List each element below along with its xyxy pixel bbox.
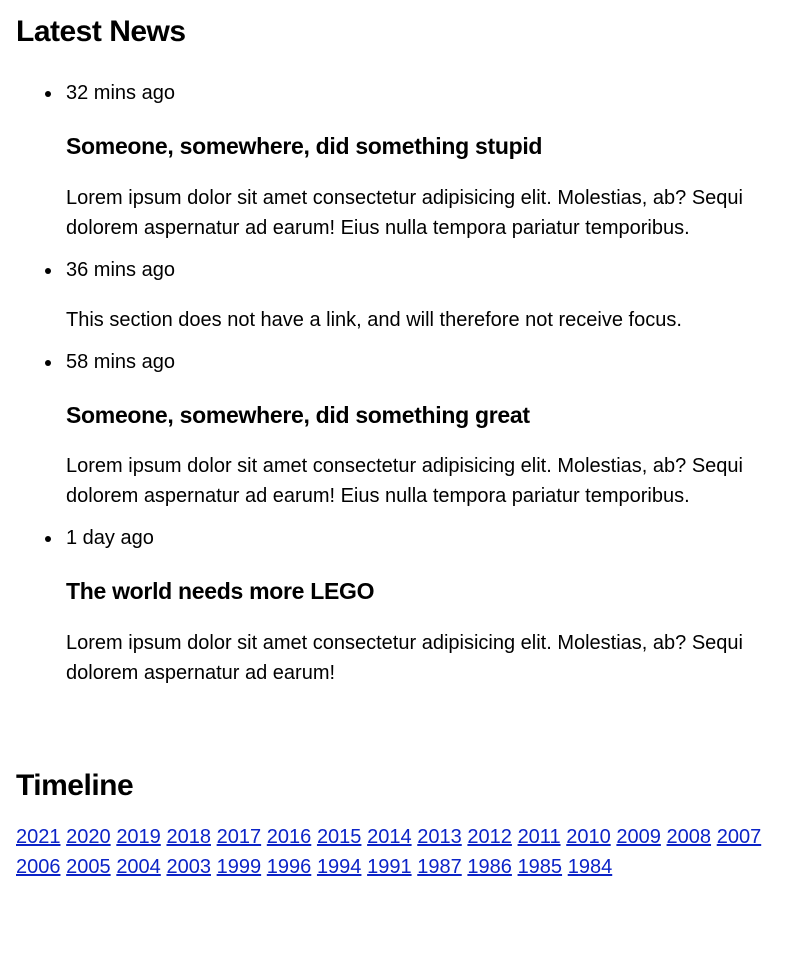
timeline-heading: Timeline: [16, 768, 134, 802]
year-link[interactable]: 2009: [616, 825, 661, 848]
year-link[interactable]: 2008: [666, 825, 712, 848]
news-text: Lorem ipsum dolor sit amet consectetur adipisicing elit. Molestias, ab? Sequi dolorem aspernatur ad earum! Eius nulla tempora pariatur temporibus.: [66, 186, 743, 239]
news-time: 1 day ago: [66, 527, 154, 550]
year-link[interactable]: 1994: [316, 855, 362, 878]
news-item: [66, 523, 784, 688]
year-link[interactable]: 2018: [166, 825, 211, 848]
news-item: [66, 255, 784, 335]
news-item: [66, 347, 784, 512]
year-link[interactable]: 1987: [417, 855, 462, 878]
year-link[interactable]: 1999: [216, 855, 262, 878]
news-text: Lorem ipsum dolor sit amet consectetur adipisicing elit. Molestias, ab? Sequi dolorem aspernatur ad earum!: [66, 631, 743, 684]
year-link[interactable]: 2013: [417, 825, 462, 848]
news-headline[interactable]: Someone, somewhere, did something great: [66, 401, 530, 428]
year-link[interactable]: 1996: [266, 855, 312, 878]
year-link[interactable]: 1985: [517, 855, 563, 878]
year-link[interactable]: 1991: [367, 855, 412, 878]
year-link[interactable]: 1984: [567, 855, 613, 878]
year-link[interactable]: 2017: [216, 825, 262, 848]
year-link[interactable]: 2004: [116, 855, 161, 878]
news-time: 36 mins ago: [66, 258, 175, 281]
timeline-years: [16, 822, 784, 882]
year-link[interactable]: 1986: [467, 855, 512, 878]
year-link[interactable]: 2012: [467, 825, 512, 848]
year-link[interactable]: 2006: [16, 855, 61, 878]
year-link[interactable]: 2014: [367, 825, 412, 848]
news-text: This section does not have a link, and will therefore not receive focus.: [66, 308, 682, 331]
news-item: [66, 78, 784, 243]
news-time: 32 mins ago: [66, 82, 175, 104]
year-link[interactable]: 2021: [16, 825, 61, 848]
year-link[interactable]: 2016: [266, 825, 312, 848]
year-link[interactable]: 2007: [716, 825, 762, 848]
news-time: 58 mins ago: [66, 350, 175, 373]
year-link[interactable]: 2010: [566, 825, 611, 848]
news-headline[interactable]: Someone, somewhere, did something stupid: [66, 133, 543, 159]
news-headline[interactable]: The world needs more LEGO: [66, 578, 375, 605]
news-text: Lorem ipsum dolor sit amet consectetur adipisicing elit. Molestias, ab? Sequi dolorem aspernatur ad earum! Eius nulla tempora pariatur temporibus.: [66, 455, 743, 508]
year-link[interactable]: 2003: [166, 855, 211, 878]
year-link[interactable]: 2019: [116, 825, 161, 848]
year-link[interactable]: 2020: [66, 825, 111, 848]
year-link[interactable]: 2015: [316, 825, 362, 848]
year-link[interactable]: 2005: [66, 855, 111, 878]
news-list: [16, 78, 784, 688]
year-link[interactable]: 2011: [517, 825, 561, 848]
latest-news-heading: Latest News: [16, 15, 186, 48]
